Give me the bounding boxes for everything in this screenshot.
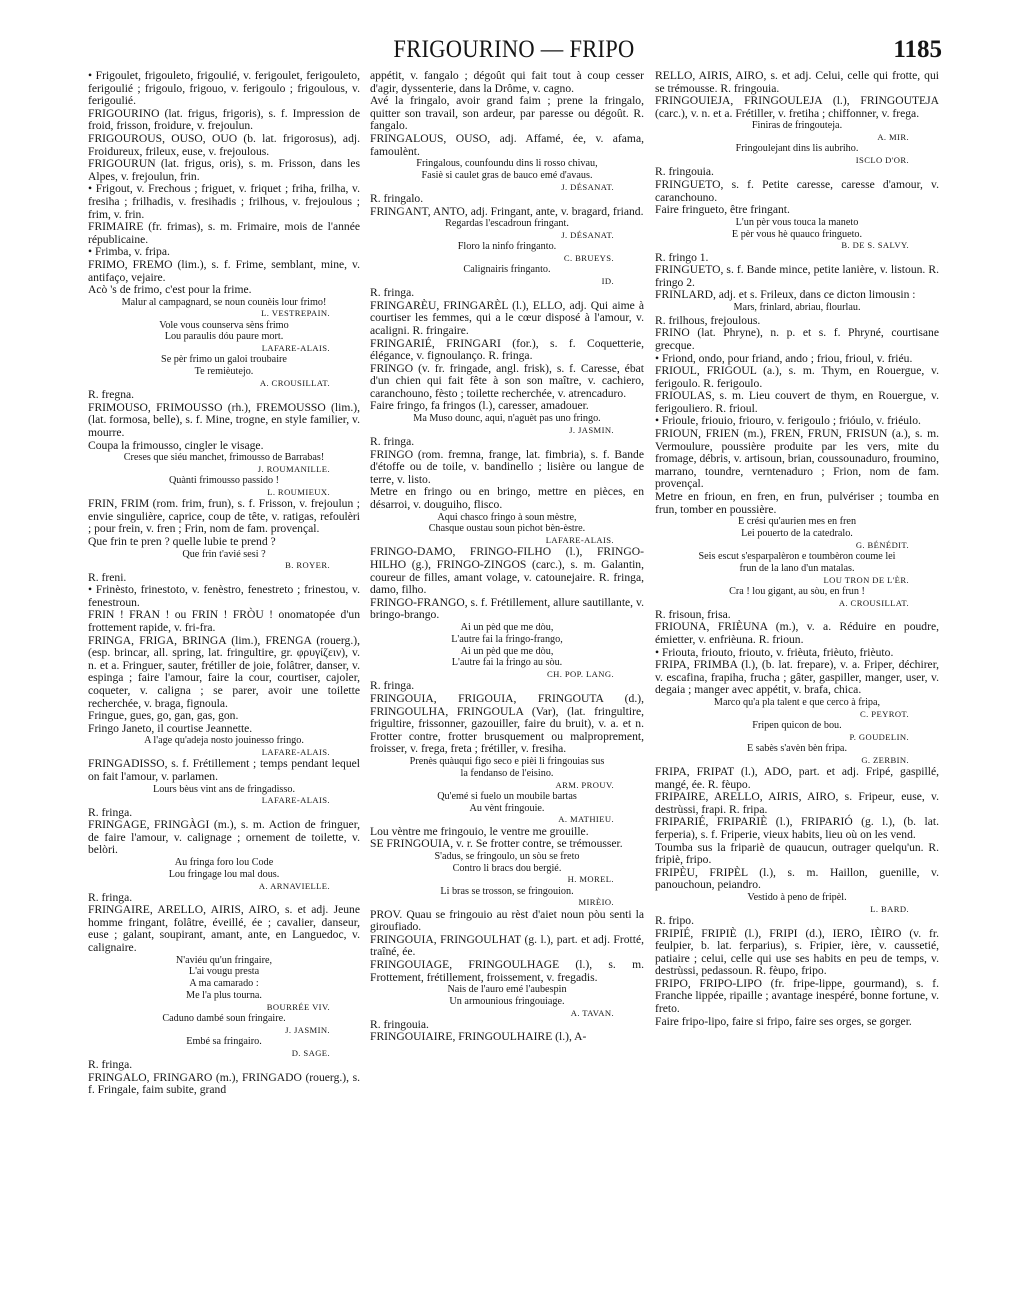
dictionary-entry: FRIOUN, FRIEN (m.), FREN, FRUN, FRISUN (a.), s. m. Vermoulure, poussière produite par les vers, mite du fromage, débris, v. artisoun, brian, coussounaduro, froumino, marrano, toundre, verntenaduro ; Frion, nom de fam. provençal. (655, 427, 939, 491)
dictionary-entry: FRINGO (v. fr. fringade, angl. frisk), s. f. Caresse, ébat d'un chien qui fait fête à son son maître, v. cachiero, caranchouno, fèsto ; toilette recherchée, v. atrencaduro. (370, 361, 644, 400)
citation-author: J. DÉSANAT. (561, 229, 614, 240)
dictionary-entry: Fringue, gues, go, gan, gas, gon. (88, 709, 239, 723)
dictionary-entry: appétit, v. fangalo ; dégoût qui fait tout à coup cesser d'agir, dyssenterie, dans la Drôme, v. cagno. (370, 69, 644, 95)
citation-quote: Finiras de fringouteja. (751, 120, 843, 132)
citation-author: G. ZERBIN. (861, 754, 909, 765)
citation-quote: Creses que siéu manchet, frimousso de Barrabas! (123, 452, 325, 464)
citation-quote: N'aviéu qu'un fringaire, L'ai vougu presta A ma camarado : Me l'a plus tourna. (175, 954, 273, 1002)
dictionary-entry: FRINGANT, ANTO, adj. Fringant, ante, v. bragard, friand. (370, 204, 644, 218)
citation-author: ISCLO D'OR. (855, 155, 909, 166)
citation-author: BOURRÉE VIV. (266, 1001, 330, 1012)
dictionary-entry: FRINGOUIA, FRIGOUIA, FRINGOUTA (d.), FRINGOULHA, FRINGOULA (Var), (lat. fringultire, frigultire, frissonner, gazouiller, faire du bruit), v. a. et n. Frotter contre, frotter brusquement ou malproprement, froisser, v. frega, freta ; frétiller, v. fresiha. (370, 691, 644, 756)
citation-quote: Vestido à peno de fripèl. (747, 891, 847, 903)
dictionary-entry: FRINGOUIEJA, FRINGOULEJA (l.), FRINGOUTEJA (carc.), v. n. et a. Frétiller, v. fretiha ; chiffonner, v. frega. (655, 94, 939, 120)
dictionary-entry: • Friouta, friouto, friouto, v. frièuta, frièuto, frièuto. (655, 645, 894, 659)
dictionary-entry: Faire fringo, fa fringos (l.), caresser, amadouer. (370, 399, 589, 413)
dictionary-entry: FRIOUNA, FRIÈUNA (m.), v. a. Réduire en poudre, émietter, v. enfrièuna. R. frioun. (655, 620, 939, 646)
citation-author: L. VESTREPAIN. (261, 308, 330, 319)
dictionary-entry: FRINGOUIAGE, FRINGOULHAGE (l.), s. m. Frottement, frétillement, froissement, v. fregadis. (370, 957, 644, 984)
citation-quote: Mars, frinlard, abriau, flourlau. (733, 301, 861, 313)
etymology-reference: R. fringouia. (370, 1017, 429, 1031)
citation-author: B. DE S. SALVY. (841, 240, 909, 251)
citation-author: C. BRUEYS. (563, 252, 614, 263)
citation-author: MIRÈIO. (578, 897, 614, 908)
citation-quote: E sabès s'avèn bèn fripa. (747, 742, 847, 754)
dictionary-entry: • Frigout, v. Frechous ; friguet, v. friquet ; friha, frilha, v. fresiha ; frilhadis, v. fresihadis ; frilhous, v. frejoulous ; frim, v. frin. (88, 182, 360, 221)
dictionary-entry: FRIPA, FRIMBA (l.), (b. lat. frepare), v. a. Friper, déchirer, v. escafina, frapiha, frucha ; gâter, gaspiller, manger, user, v. degaia ; manger avec appétit, v. brafa, chica. (655, 658, 939, 697)
citation-quote: Vole vous counserva sèns frimo Lou paraulis dóu paure mort. (159, 319, 289, 343)
citation-author: D. SAGE. (291, 1047, 330, 1058)
dictionary-entry: FRINGUETO, s. f. Petite caresse, caresse d'amour, v. caranchouno. (655, 177, 939, 204)
citation-author: LAFARE-ALAIS. (261, 747, 330, 758)
dictionary-entry: • Friond, ondo, pour friand, ando ; friou, frioul, v. friéu. (655, 351, 913, 365)
citation-quote: Caduno dambé soun fringaire. (162, 1013, 286, 1025)
dictionary-entry: FRIGOURINO (lat. frigus, frigoris), s. f. Impression de froid, frisson, froidure, v. frejoulun. (88, 106, 360, 133)
citation-author: J. JASMIN. (569, 424, 614, 435)
etymology-reference: R. fringa. (88, 1058, 133, 1072)
citation-author: A. CROUSILLAT. (838, 597, 909, 608)
citation-quote: Calignairis fringanto. (463, 264, 551, 276)
dictionary-entry: SE FRINGOUIA, v. r. Se frotter contre, se trémousser. (370, 837, 623, 851)
dictionary-entry: FRINGO-FRANGO, s. f. Frétillement, allure sautillante, v. bringo-brango. (370, 595, 644, 622)
citation-author: LOU TRON DE L'ÈR. (823, 574, 909, 585)
dictionary-entry: FRIN, FRIM (rom. frim, frun), s. f. Frisson, v. frejoulun ; envie singulière, caprice, coup de tête, v. ratigas, refoulèri ; pour frein, v. fren ; Frin, nom de fam. provençal. (88, 497, 360, 536)
citation-author: A. MIR. (877, 132, 909, 143)
etymology-reference: R. fringa. (370, 679, 415, 693)
dictionary-entry: FRIGOUROUS, OUSO, OUO (b. lat. frigorosus), adj. Froidureux, frileux, euse, v. frejoulous. (88, 131, 360, 158)
dictionary-entry: FRIOULAS, s. m. Lieu couvert de thym, en Rouergue, v. ferigouliero. R. frioul. (655, 389, 939, 415)
etymology-reference: R. frisoun, frisa. (655, 607, 731, 621)
dictionary-entry: Fringo Janeto, il courtise Jeannette. (88, 721, 253, 735)
column-1 (88, 70, 360, 1097)
dictionary-entry: Lou vèntre me fringouio, le ventre me grouille. (370, 824, 589, 838)
citation-quote: Li bras se trosson, se fringouion. (440, 885, 574, 897)
dictionary-entry: FRIGOURUN (lat. frigus, oris), s. m. Frisson, dans les Alpes, v. frejoulun, frin. (88, 157, 360, 183)
dictionary-entry: FRINLARD, adj. et s. Frileux, dans ce dicton limousin : (655, 288, 916, 302)
citation-author: A. MATHIEU. (558, 814, 614, 825)
dictionary-entry: FRINGOUIAIRE, FRINGOULHAIRE (l.), A- (370, 1030, 587, 1044)
citation-quote: L'un pèr vous touca la maneto E pèr vous hè quauco fringueto. (731, 216, 863, 240)
dictionary-entry: Faire fringueto, être fringant. (655, 203, 790, 217)
column-3 (655, 70, 939, 1028)
dictionary-entry: FRIPÈU, FRIPÈL (l.), s. m. Haillon, guenille, v. panouchoun, peiandro. (655, 865, 939, 892)
citation-author: A. CROUSILLAT. (259, 378, 330, 389)
citation-quote: Se pèr frimo un galoi troubaire Te remièutejo. (161, 354, 287, 378)
citation-quote: Cra ! lou gigant, au sòu, en frun ! (729, 585, 865, 597)
citation-author: ID. (601, 275, 614, 286)
etymology-reference: R. fringo 1. (655, 250, 709, 264)
citation-quote: Prenès quàuqui figo seco e pièi li fringouias sus la fendanso de l'eisino. (409, 755, 605, 779)
dictionary-entry: FRIMAIRE (fr. frimas), s. m. Frimaire, mois de l'année républicaine. (88, 220, 360, 246)
dictionary-entry: FRIOUL, FRIGOUL (a.), s. m. Thym, en Rouergue, v. ferigoulo. R. ferigoulo. (655, 364, 939, 390)
dictionary-entry: Faire fripo-lipo, faire si fripo, faire ses orges, se gorger. (655, 1014, 912, 1028)
dictionary-entry: FRINGALO, FRINGARO (m.), FRINGADO (rouerg.), s. f. Fringale, faim subite, grand (88, 1070, 360, 1097)
dictionary-entry: FRIPO, FRIPO-LIPO (fr. fripe-lippe, gourmand), s. f. Franche lippée, ripaille ; avantage inespéré, bonne fortune, v. freto. (655, 976, 939, 1016)
dictionary-entry: Toumba sus la fripariè de quaucun, outrager quelqu'un. R. fripiè, fripo. (655, 840, 939, 867)
dictionary-entry: FRIN ! FRAN ! ou FRIN ! FRÒU ! onomatopée d'un frottement rapide, v. fri-fra. (88, 608, 360, 634)
citation-author: J. DÉSANAT. (561, 181, 614, 192)
dictionary-entry: FRINGAGE, FRINGÀGI (m.), s. m. Action de fringuer, de faire l'amour, v. calignage ; ornement de toilette, v. belòri. (88, 818, 360, 857)
dictionary-entry: FRINGOUIA, FRINGOULHAT (g. l.), part. et adj. Frotté, traîné, ée. (370, 932, 644, 959)
dictionary-entry: FRINGO-DAMO, FRINGO-FILHO (l.), FRINGO-HILHO (g.), FRINGO-ZINGOS (carc.), s. m. Galantin, coureur de filles, amant volage, v. catounejaire. R. fringa, damo, filho. (370, 545, 644, 597)
citation-author: J. JASMIN. (285, 1024, 330, 1035)
citation-quote: Nais de l'auro emé l'aubespin Un armounious fringouiage. (447, 984, 567, 1007)
citation-author: H. MOREL. (567, 874, 614, 885)
dictionary-entry: • Frioule, friouio, friouro, v. ferigoulo ; frióulo, v. friéulo. (655, 414, 921, 428)
citation-quote: Embé sa fringairo. (186, 1036, 262, 1048)
citation-author: B. ROYER. (285, 560, 330, 571)
dictionary-entry: FRINGADISSO, s. f. Frétillement ; temps pendant lequel on fait l'amour, v. parlamen. (88, 757, 360, 783)
citation-author: J. ROUMANILLE. (257, 464, 330, 475)
dictionary-entry: Metre en frioun, en fren, en frun, pulvériser ; toumba en frun, tomber en poussière. (655, 490, 939, 516)
citation-quote: Marco qu'a pla talent e que cerco à fripa, (713, 696, 881, 708)
citation-quote: Regardas l'escadroun fringant. (445, 218, 569, 230)
citation-author: ARM. PROUV. (555, 779, 614, 790)
dictionary-entry: FRINGA, FRIGA, BRINGA (lim.), FRENGA (rouerg.), (esp. brincar, all. spring, lat. fringultire, gr. φρυγίζειν), v. n. et a. Fringuer, sauter, frétiller de joie, folâtrer, danser, v. espinga ; faire l'amour, faire la cour, courtiser, cajoler, coqueter, v. caligna ; se parer, avoir une toilette recherchée, v. braga, fignoula. (88, 633, 360, 710)
dictionary-entry: RELLO, AIRIS, AIRO, s. et adj. Celui, celle qui frotte, qui se trémousse. R. fringouia. (655, 69, 939, 95)
etymology-reference: R. frilhous, frejoulous. (655, 313, 761, 327)
dictionary-entry: FRINGARIÉ, FRINGARI (for.), s. f. Coquetterie, élégance, v. fignoulanço. R. fringa. (370, 336, 644, 363)
citation-quote: Qu'emé si fuelo un moubile bartas Au vènt fringouie. (437, 790, 577, 814)
citation-quote: Floro la ninfo fringanto. (457, 241, 557, 253)
running-title: FRIGOURINO — FRIPO (393, 36, 635, 63)
citation-author: LAFARE-ALAIS. (261, 795, 330, 806)
dictionary-entry: • Frigoulet, frigouleto, frigoulié, v. ferigoulet, ferigouleto, ferigoulié ; frigoulo, frigouo, v. ferigoulo ; frigoulous, v. ferigoulié. (88, 69, 360, 108)
dictionary-entry: FRIMO, FREMO (lim.), s. f. Frime, semblant, mine, v. antifaço, vejaire. (88, 257, 360, 284)
citation-author: G. BÉNÉDIT. (855, 539, 909, 550)
citation-author: L. ROUMIEUX. (267, 487, 330, 498)
dictionary-entry: FRIPA, FRIPAT (l.), ADO, part. et adj. Fripé, gaspillé, mangé, ée. R. fèupo. (655, 764, 939, 791)
citation-quote: Quànti frimousso passido ! (168, 475, 280, 487)
page-header (86, 36, 942, 66)
citation-quote: A l'age qu'adeja nosto jouinesso fringo. (144, 735, 304, 747)
dictionary-entry: • Frinèsto, frinestoto, v. fenèstro, fenestreto ; frinestou, v. fenestroun. (88, 583, 360, 609)
etymology-reference: R. fringa. (370, 435, 415, 449)
dictionary-entry: FRINGARÈU, FRINGARÈL (l.), ELLO, adj. Qui aime à courtiser les femmes, qui a le cœur disposé à l'amour, v. acaligni. R. fringaire. (370, 298, 644, 337)
etymology-reference: R. fringa. (88, 805, 133, 819)
citation-author: C. PEYROT. (860, 708, 909, 719)
page-number: 1185 (893, 36, 942, 63)
etymology-reference: R. fringalo. (370, 191, 424, 205)
citation-quote: Fringoulejant dins lis aubriho. (735, 143, 859, 155)
dictionary-entry: PROV. Quau se fringouio au rèst d'aiet noun pòu senti la giroufiado. (370, 907, 644, 934)
dictionary-entry: Que frin te pren ? quelle lubie te prend ? (88, 535, 276, 549)
dictionary-entry: • Frimba, v. fripa. (88, 245, 170, 259)
dictionary-entry: Metre en fringo ou en bringo, mettre en pièces, en désarroi, v. douguiho, flisco. (370, 485, 644, 512)
dictionary-entry: FRINGAIRE, ARELLO, AIRIS, AIRO, s. et adj. Jeune homme fringant, folâtre, éveillé, ée ; cavalier, danseur, euse ; galant, soupirant, amant, ante, en Languedoc, v. calignaire. (88, 903, 360, 955)
dictionary-entry: FRINO (lat. Phryne), n. p. et s. f. Phryné, courtisane grecque. (655, 326, 939, 352)
etymology-reference: R. fringouia. (655, 165, 714, 179)
citation-quote: Ma Muso dounc, aqui, n'aguèt pas uno fringo. (413, 413, 601, 425)
dictionary-entry: FRIPAIRE, ARELLO, AIRIS, AIRO, s. Fripeur, euse, v. destrùssi, frapi. R. fripa. (655, 790, 939, 816)
etymology-reference: R. freni. (88, 570, 127, 584)
citation-author: A. TAVAN. (570, 1007, 614, 1018)
dictionary-entry: FRINGALOUS, OUSO, adj. Affamé, ée, v. afama, famoulènt. (370, 131, 644, 158)
citation-quote: Seis escut s'esparpalèron e toumbèron coume lei frun de la lano d'un matalas. (698, 551, 896, 574)
citation-quote: Fringalous, counfoundu dins li rosso chivau, Fasiè si caulet gras de bauco emé d'avaus. (416, 158, 598, 181)
dictionary-entry: Avé la fringalo, avoir grand faim ; prene la fringalo, quitter son travail, son ardeur, par paresse ou dégoût. R. fangalo. (370, 94, 644, 133)
dictionary-entry: FRIPIÉ, FRIPIÈ (l.), FRIPI (d.), IERO, IÈIRO (v. fr. feulpier, b. lat. ferparius), s. Fripier, ière, v. caussetié, patiaire ; celui, celle qui use ses habits en peu de temps, v. destrùssi, pedassoun. R. fèupo, fripo. (655, 926, 939, 978)
citation-quote: S'adus, se fringoulo, un sòu se freto Contro li bracs dou bergié. (434, 850, 580, 874)
dictionary-entry: FRIMOUSO, FRIMOUSSO (rh.), FREMOUSSO (lim.), (lat. formosa, belle), s. f. Mine, trogne, en style familier, v. mourre. (88, 400, 360, 440)
column-2 (370, 70, 644, 1044)
etymology-reference: R. fringa. (88, 890, 133, 904)
dictionary-entry: Acò 's de frimo, c'est pour la frime. (88, 283, 252, 297)
citation-quote: E crési qu'aurien mes en fren Lei pouerto de la catedralo. (737, 516, 857, 540)
citation-quote: Fripen quicon de bou. (752, 719, 842, 731)
dictionary-entry: Coupa la frimousso, cingler le visage. (88, 438, 264, 452)
etymology-reference: R. fregna. (88, 388, 135, 402)
citation-quote: Au fringa foro lou Code Lou fringage lou mal dous. (168, 856, 280, 880)
citation-quote: Malur al campagnard, se noun counèis lour frimo! (121, 296, 327, 308)
citation-quote: Que frin t'avié sesi ? (182, 548, 266, 560)
citation-quote: Ai un pèd que me dòu, L'autre fai la fringo-frango, Ai un pèd que me dòu, L'autre fai la fringo au sòu. (451, 622, 563, 669)
citation-author: LAFARE-ALAIS. (261, 343, 330, 354)
citation-author: LAFARE-ALAIS. (545, 535, 614, 546)
etymology-reference: R. fripo. (655, 913, 694, 927)
citation-quote: Aqui chasco fringo à soun mèstre, Chasque oustau soun pichot bèn-èstre. (428, 511, 586, 535)
etymology-reference: R. fringa. (370, 286, 415, 300)
dictionary-entry: FRINGO (rom. fremna, frange, lat. fimbria), s. f. Bande d'étoffe ou de toile, v. bandinello ; lisière ou langue de terre, v. listo. (370, 447, 644, 486)
citation-author: CH. POP. LANG. (547, 669, 614, 680)
citation-author: L. BARD. (870, 903, 909, 914)
citation-author: A. ARNAVIELLE. (258, 880, 330, 891)
citation-quote: Lours bèus vint ans de fringadisso. (152, 783, 296, 795)
dictionary-entry: FRINGUETO, s. f. Bande mince, petite lanière, v. listoun. R. fringo 2. (655, 263, 939, 289)
dictionary-entry: FRIPARIÉ, FRIPARIÈ (l.), FRIPARIÓ (g. l.), (b. lat. ferperia), s. f. Friperie, vieux habits, lieu où on les vend. (655, 815, 939, 841)
citation-author: P. GOUDELIN. (849, 731, 909, 742)
